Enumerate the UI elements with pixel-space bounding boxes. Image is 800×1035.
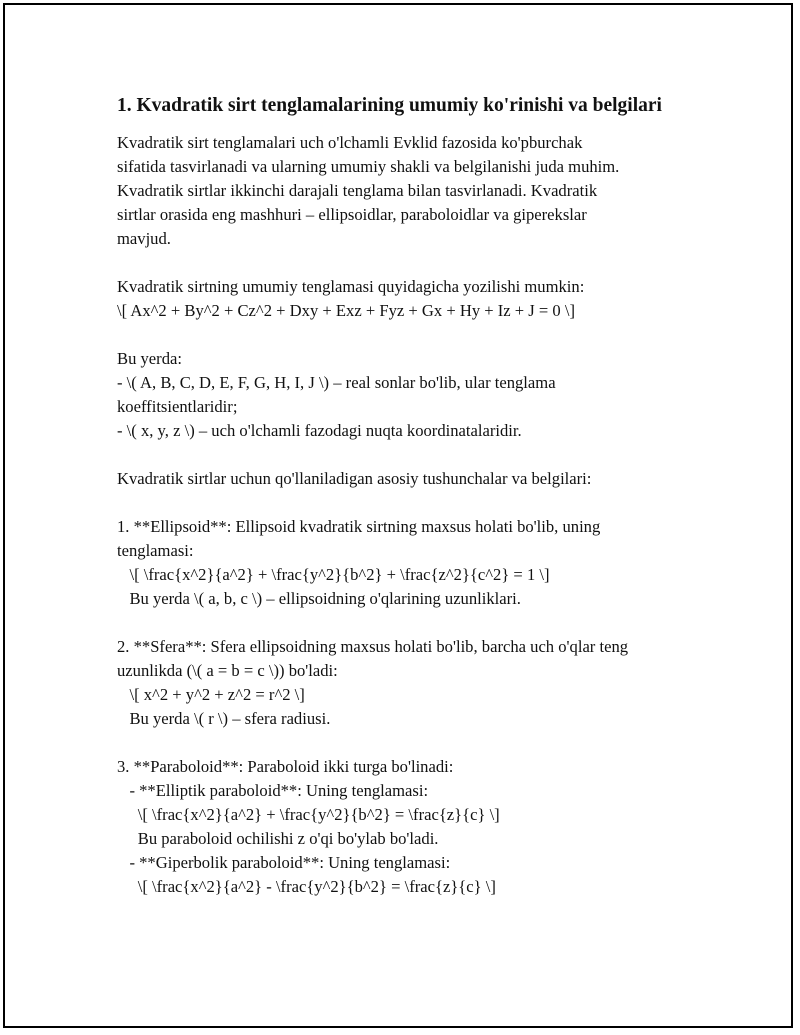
section-heading: 1. Kvadratik sirt tenglamalarining umumiy ko'rinishi va belgilari: [117, 95, 662, 116]
body-text: Kvadratik sirt tenglamalari uch o'lchamli Evklid fazosida ko'pburchak sifatida tasvirlanadi va ularning umumiy shakli va belgilanishi juda muhim. Kvadratik sirtlar ikkinchi darajali tenglama bilan tasvirlanadi. Kvadratik sirtlar orasida eng mashhuri – ellipsoidlar, paraboloidlar va giperekslar mavjud. Kvadratik sirtning umumiy tenglamasi quyidagicha yozilishi mumkin: \[ Ax^2 + By^2 + Cz^2 + Dxy + Exz + Fyz + Gx + Hy + Iz + J = 0 \] Bu yerda: - \( A, B, C, D, E, F, G, H, I, J \) – real sonlar bo'lib, ular tenglama koeffitsientlaridir; - \( x, y, z \) – uch o'lchamli fazodagi nuqta koordinatalaridir. Kvadratik sirtlar uchun qo'llaniladigan asosiy tushunchalar va belgilari: 1. **Ellipsoid**: Ellipsoid kvadratik sirtning maxsus holati bo'lib, uning tenglamasi: \[ \frac{x^2}{a^2} + \frac{y^2}{b^2} + \frac{z^2}{c^2} = 1 \] Bu yerda \( a, b, c \) – ellipsoidning o'qlarining uzunliklari. 2. **Sfera**: Sfera ellipsoidning maxsus holati bo'lib, barcha uch o'qlar teng uzunlikda (\( a = b = c \)) bo'ladi: \[ x^2 + y^2 + z^2 = r^2 \] Bu yerda \( r \) – sfera radiusi. 3. **Paraboloid**: Paraboloid ikki turga bo'linadi: - **Elliptik paraboloid**: Uning tenglamasi: \[ \frac{x^2}{a^2} + \frac{y^2}{b^2} = \frac{z}{c} \] Bu paraboloid ochilishi z o'qi bo'ylab bo'ladi. - **Giperbolik paraboloid**: Uning tenglamasi: \[ \frac{x^2}{a^2} - \frac{y^2}{b^2} = \frac{z}{c} \]: [117, 133, 629, 896]
document-content: [117, 91, 717, 899]
